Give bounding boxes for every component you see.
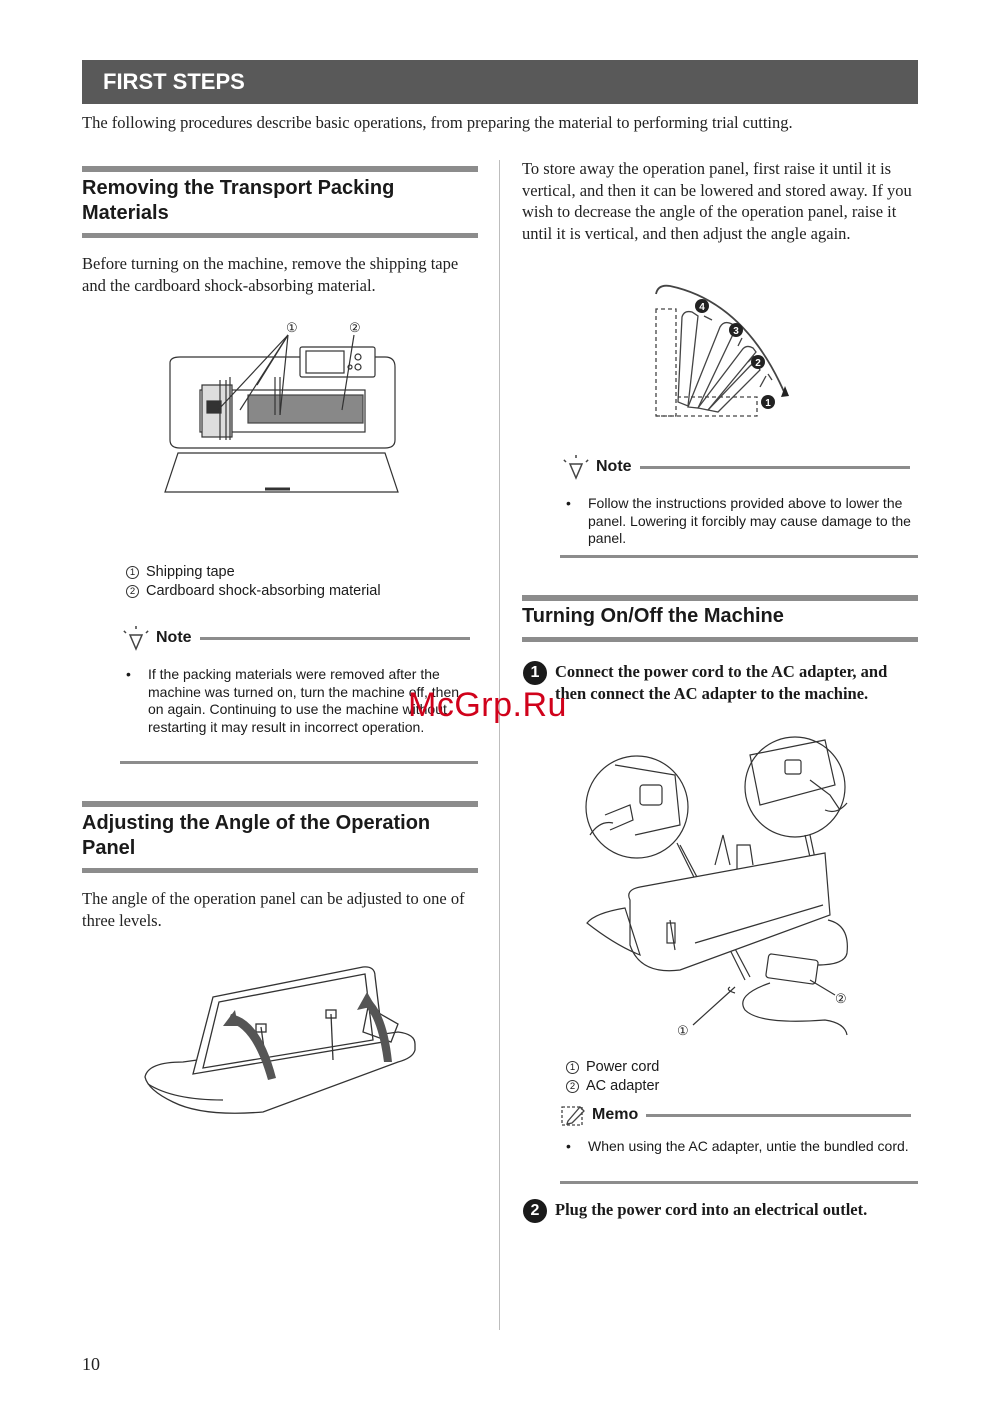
- note-text: • If the packing materials were removed after the machine was turned on, turn the machine off, then on again. Continuing to use the machine without restarting it may result in incorrect operation.: [126, 666, 460, 735]
- section-title-power: Turning On/Off the Machine: [522, 605, 784, 627]
- section-banner: FIRST STEPS: [82, 60, 918, 104]
- caption-cardboard: 2 Cardboard shock-absorbing material: [126, 582, 381, 601]
- watermark: McGrp.Ru: [408, 686, 567, 724]
- memo-end-rule: [560, 1181, 918, 1184]
- angle-label-4: 4: [699, 302, 705, 313]
- step-number: 2: [523, 1199, 547, 1223]
- machine-packing-illustration: [160, 315, 405, 500]
- memo-icon: [560, 1103, 588, 1127]
- step-2: [523, 1199, 918, 1223]
- caption-ac-adapter: 2 AC adapter: [566, 1077, 659, 1096]
- section-rule-top: [522, 595, 918, 601]
- section-title-packing: Removing the Transport Packing Materials: [82, 177, 395, 224]
- caption-shipping-tape: 1 Shipping tape: [126, 563, 235, 582]
- section-rule-top: [82, 166, 478, 172]
- memo-text: • When using the AC adapter, untie the bundled cord.: [566, 1138, 909, 1154]
- packing-body-text: Before turning on the machine, remove the shipping tape and the cardboard shock-absorbing material.: [82, 254, 459, 295]
- section-rule-top: [82, 801, 478, 807]
- step-text: Connect the power cord to the AC adapter, and then connect the AC adapter to the machine.: [555, 662, 888, 703]
- operation-panel-illustration: [143, 962, 418, 1117]
- note-icon: [560, 452, 592, 482]
- section-title-angle: Adjusting the Angle of the Operation Panel: [82, 812, 431, 859]
- section-rule-bottom: [82, 868, 478, 873]
- angle-body-text: The angle of the operation panel can be adjusted to one of three levels.: [82, 889, 465, 930]
- caption-power-cord: 1 Power cord: [566, 1058, 659, 1077]
- note-header: Note: [120, 623, 478, 653]
- intro-text: The following procedures describe basic operations, from preparing the material to performing trial cutting.: [82, 113, 793, 132]
- column-divider: [499, 160, 500, 1330]
- angle-label-2: 2: [755, 358, 761, 369]
- note-header: Note: [560, 452, 918, 482]
- callout-power-cord: ①: [677, 1023, 689, 1038]
- note-end-rule: [560, 555, 918, 558]
- callout-2: ②: [349, 320, 361, 335]
- section-rule-bottom: [82, 233, 478, 238]
- callout-1: ①: [286, 320, 298, 335]
- step-1: [523, 661, 918, 705]
- angle-label-1: 1: [765, 398, 771, 409]
- angle-label-3: 3: [733, 326, 739, 337]
- power-connection-illustration: [585, 725, 860, 1045]
- step-text: Plug the power cord into an electrical outlet.: [555, 1200, 868, 1219]
- section-rule-bottom: [522, 637, 918, 642]
- callout-ac-adapter: ②: [835, 991, 847, 1006]
- step-number: 1: [523, 661, 547, 685]
- angle-levels-illustration: [650, 282, 795, 422]
- page-number: 10: [82, 1354, 100, 1374]
- note-icon: [120, 623, 152, 653]
- memo-header: Memo: [560, 1103, 918, 1127]
- note-text: • Follow the instructions provided above to lower the panel. Lowering it forcibly may cause damage to the panel.: [566, 495, 911, 546]
- note-end-rule: [120, 761, 478, 764]
- store-panel-text: To store away the operation panel, first raise it until it is vertical, and then it can be lowered and stored away. If you wish to decrease the angle of the operation panel, raise it until it is vertical, and then adjust the angle again.: [522, 159, 912, 243]
